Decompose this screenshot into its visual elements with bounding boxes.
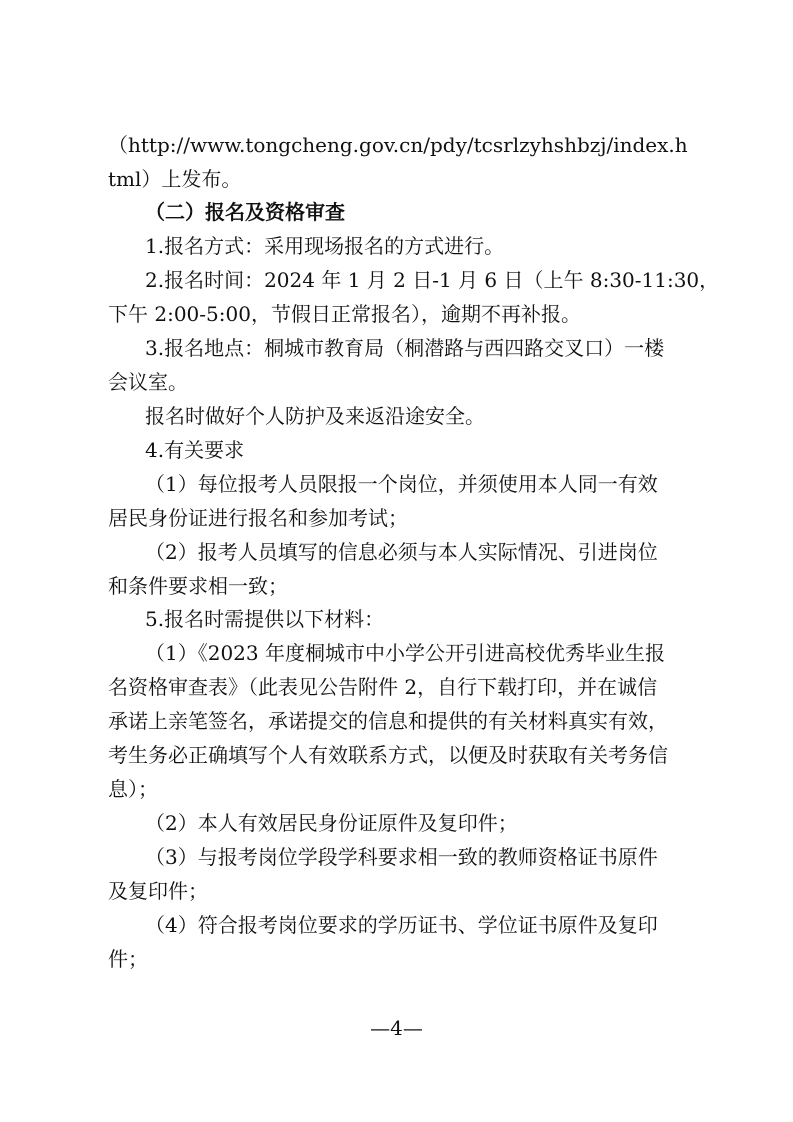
paragraph-safety-note: 报名时做好个人防护及来返沿途安全。 xyxy=(145,404,485,428)
paragraph-requirement-1-line-2: 居民身份证进行报名和参加考试； xyxy=(108,506,408,530)
paragraph-material-3-line-1: （3）与报考岗位学段学科要求相一致的教师资格证书原件 xyxy=(145,845,658,869)
paragraph-registration-method: 1.报名方式：采用现场报名的方式进行。 xyxy=(145,234,505,258)
page-number: —4— xyxy=(370,1016,423,1040)
paragraph-requirements-heading: 4.有关要求 xyxy=(145,438,245,462)
paragraph-material-1-line-2: 名资格审查表》（此表见公告附件 2，自行下载打印，并在诚信 xyxy=(108,675,658,699)
paragraph-material-1-line-4: 考生务必正确填写个人有效联系方式，以便及时获取有关考务信 xyxy=(108,743,668,767)
paragraph-registration-location-2: 会议室。 xyxy=(108,370,188,394)
paragraph-materials-heading: 5.报名时需提供以下材料： xyxy=(145,607,385,631)
paragraph-material-2: （2）本人有效居民身份证原件及复印件； xyxy=(145,811,518,835)
paragraph-material-1-line-5: 息）； xyxy=(108,777,158,801)
paragraph-requirement-1-line-1: （1）每位报考人员限报一个岗位，并须使用本人同一有效 xyxy=(145,472,658,496)
url-line-2: tml）上发布。 xyxy=(108,167,242,191)
paragraph-requirement-2-line-2: 和条件要求相一致； xyxy=(108,574,288,598)
paragraph-material-1-line-3: 承诺上亲笔签名，承诺提交的信息和提供的有关材料真实有效， xyxy=(108,709,668,733)
paragraph-material-4-line-1: （4）符合报考岗位要求的学历证书、学位证书原件及复印 xyxy=(145,913,658,937)
paragraph-registration-location-1: 3.报名地点：桐城市教育局（桐潜路与西四路交叉口）一楼 xyxy=(145,336,665,360)
paragraph-material-4-line-2: 件； xyxy=(108,947,148,971)
paragraph-material-3-line-2: 及复印件； xyxy=(108,879,208,903)
section-heading: （二）报名及资格审查 xyxy=(145,200,345,224)
paragraph-requirement-2-line-1: （2）报考人员填写的信息必须与本人实际情况、引进岗位 xyxy=(145,540,658,564)
paragraph-registration-time-1: 2.报名时间：2024 年 1 月 2 日-1 月 6 日（上午 8:30-11:30， xyxy=(145,268,720,292)
paragraph-registration-time-2: 下午 2:00-5:00，节假日正常报名），逾期不再补报。 xyxy=(108,302,581,326)
paragraph-material-1-line-1: （1）《2023 年度桐城市中小学公开引进高校优秀毕业生报 xyxy=(145,641,665,665)
url-line-1: （http://www.tongcheng.gov.cn/pdy/tcsrlzyhshbzj/index.h xyxy=(108,133,688,157)
